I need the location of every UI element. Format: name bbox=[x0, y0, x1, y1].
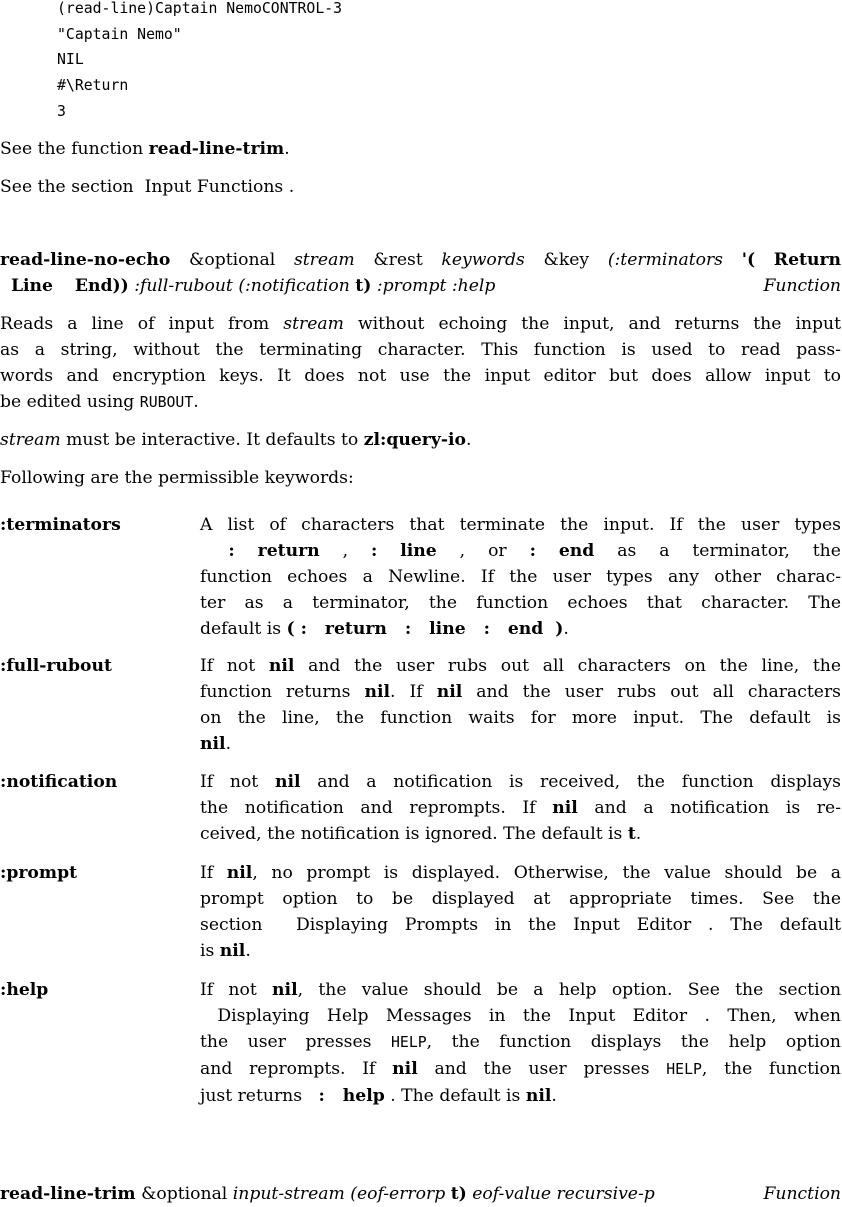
displaying-prompts-link[interactable]: Displaying Prompts in the Input Editor bbox=[296, 915, 692, 935]
keyword-desc: A list of characters that terminate the input. If the user types : return , : line , or : end as a terminator, the function echoes a Newline. If the user types any other charac- ter as a terminator, the function echoes that character. The default is ( : return : line : end ). bbox=[200, 515, 841, 639]
rlt-signature: read-line-trim &optional input-stream (eof-errorp t) eof-value recursive-p Function bbox=[0, 1181, 841, 1207]
help-key: HELP bbox=[391, 1034, 427, 1051]
code-line: NIL bbox=[57, 51, 84, 69]
keyword-term: :help bbox=[0, 980, 49, 1000]
displaying-help-link[interactable]: Displaying Help Messages in the Input Editor bbox=[217, 1006, 688, 1026]
rubout-key: RUBOUT bbox=[139, 394, 194, 411]
see-section-line: See the section Input Functions . bbox=[0, 177, 295, 197]
code-line: (read-line)Captain NemoCONTROL-3 bbox=[57, 0, 343, 17]
desc-line: as a string, without the terminating character. This function is used to read pass- bbox=[0, 340, 841, 360]
input-functions-link[interactable]: Input Functions bbox=[144, 177, 284, 197]
following-line: Following are the permissible keywords: bbox=[0, 468, 354, 488]
code-line: #\Return bbox=[57, 77, 129, 95]
keyword-desc: If not nil and the user rubs out all characters on the line, the function returns nil. If nil and the user rubs out all characters on the line, the function waits for more input. The default is nil. bbox=[200, 656, 841, 754]
desc-line: words and encryption keys. It does not use the input editor but does allow input to bbox=[0, 366, 841, 386]
function-kind: Function bbox=[763, 1184, 841, 1204]
code-line: "Captain Nemo" bbox=[57, 25, 182, 43]
keyword-term: :terminators bbox=[0, 515, 121, 535]
keyword-desc: If not nil and a notification is received, the function displays the notification and reprompts. If nil and a notification is re- ceived, the notification is ignored. The default is t. bbox=[200, 772, 842, 844]
function-kind: Function bbox=[763, 276, 841, 296]
code-example bbox=[57, 0, 342, 128]
stream-note: stream must be interactive. It defaults to zl:query-io. bbox=[0, 430, 472, 450]
function-name: read-line-no-echo bbox=[0, 250, 171, 270]
keyword-term: :notification bbox=[0, 772, 118, 792]
rlne-signature-line2: Line End)) :full-rubout (:notification t) :prompt :help Function bbox=[0, 273, 841, 299]
help-key: HELP bbox=[666, 1061, 702, 1078]
keyword-desc: If not nil, the value should be a help option. See the section Displaying Help Messages in the Input Editor . Then, when the user presses HELP, the function displays the help option and reprompts. If nil and the user presses HELP, the function just returns : help . The default is nil. bbox=[200, 980, 842, 1106]
code-line: 3 bbox=[57, 102, 66, 120]
desc-line: Reads a line of input from stream without echoing the input, and returns the input bbox=[0, 314, 841, 334]
keyword-term: :full-rubout bbox=[0, 656, 112, 676]
keyword-desc: If nil, no prompt is displayed. Otherwise, the value should be a prompt option to be displayed at appropriate times. See the section Displaying Prompts in the Input Editor . The default is nil. bbox=[200, 863, 841, 961]
read-line-trim-link[interactable]: read-line-trim bbox=[148, 139, 285, 159]
desc-line: be edited using RUBOUT. bbox=[0, 392, 199, 412]
rlne-signature-line1: read-line-no-echo &optional stream &rest keywords &key (:terminators '( Return bbox=[0, 250, 842, 270]
see-function-line: See the function read-line-trim. bbox=[0, 139, 290, 159]
keyword-term: :prompt bbox=[0, 863, 78, 883]
function-name: read-line-trim bbox=[0, 1184, 136, 1204]
